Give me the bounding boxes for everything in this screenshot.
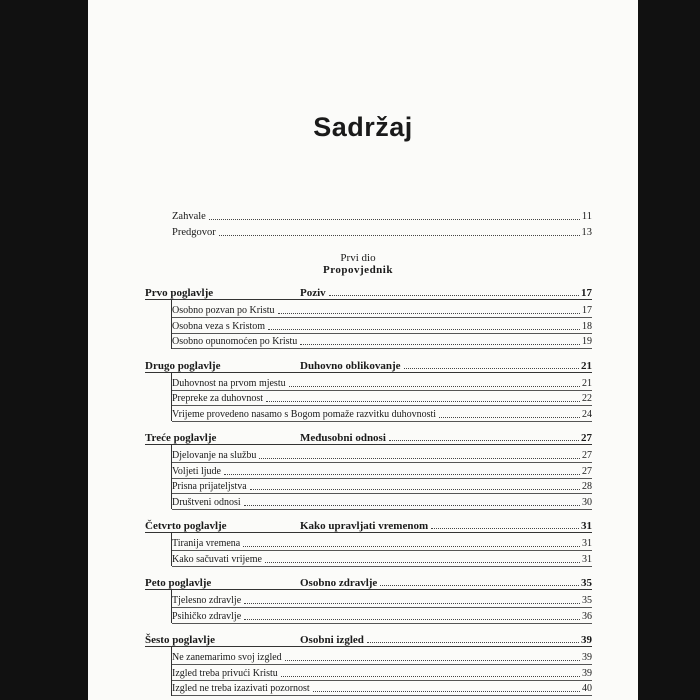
section-bracket-line: [171, 647, 172, 696]
chapter-topic-line: [300, 520, 592, 532]
dot-leader: [404, 367, 579, 369]
front-matter-entry: [172, 208, 592, 223]
page-title: Sadržaj: [313, 112, 413, 142]
dot-leader: [244, 602, 580, 604]
chapter-page-number: 21: [581, 359, 592, 372]
section-bracket-line: [171, 445, 172, 509]
section-entry: [172, 333, 592, 349]
dot-leader: [281, 675, 580, 677]
dot-leader: [329, 294, 579, 296]
dot-leader: [266, 400, 580, 402]
part-label: Prvi dio: [340, 252, 376, 264]
chapter-divider: [145, 372, 592, 373]
entry-label: Prisna prijateljstva: [172, 481, 247, 492]
entry-label: Duhovnost na prvom mjestu: [172, 377, 286, 389]
dot-leader: [244, 618, 580, 620]
chapter-page-number: 35: [581, 577, 592, 589]
section-entry: [172, 535, 592, 551]
section-entry: [172, 649, 592, 665]
chapter-name: Drugo poglavlje: [145, 359, 221, 372]
dot-leader: [265, 561, 580, 563]
section-entry: [172, 592, 592, 608]
part-heading: [298, 252, 418, 276]
chapter-name: Treće poglavlje: [145, 432, 217, 444]
dot-leader: [209, 218, 580, 220]
section-entry: [172, 447, 592, 463]
dot-leader: [389, 439, 579, 441]
dot-leader: [259, 457, 580, 459]
entry-page-number: 36: [582, 610, 592, 622]
dot-leader: [431, 527, 579, 529]
entry-page-number: 31: [582, 538, 592, 549]
dot-leader: [300, 343, 580, 345]
section-entry: [172, 478, 592, 494]
entry-label: Osobna veza s Kristom: [172, 320, 266, 332]
section-entry: [172, 608, 592, 624]
chapter-topic-line: [300, 432, 592, 444]
entry-label: Kako sačuvati vrijeme: [172, 553, 262, 565]
section-bracket-line: [171, 533, 172, 566]
chapter-entry: [145, 572, 592, 589]
entry-label: Voljeti ljude: [172, 465, 221, 477]
dot-leader: [285, 659, 580, 661]
dot-leader: [244, 504, 580, 506]
entry-label: Izgled ne treba izazivati pozornost: [172, 683, 310, 694]
chapter-page-number: 39: [581, 634, 592, 646]
entry-page-number: 28: [582, 481, 592, 492]
chapter-page-number: 31: [581, 520, 592, 532]
section-entry: [172, 318, 592, 334]
section-entry: [172, 680, 592, 696]
entry-label: Osobno opunomoćen po Kristu: [172, 336, 298, 347]
dot-leader: [278, 312, 581, 314]
chapter-topic: Međusobni odnosi: [300, 432, 386, 444]
chapter-name: Četvrto poglavlje: [145, 520, 227, 532]
entry-label: Društveni odnosi: [172, 496, 241, 508]
book-page: [88, 0, 638, 700]
chapter-topic: Osobno zdravlje: [300, 577, 378, 589]
entry-page-number: 24: [582, 408, 592, 420]
chapter-entry: [145, 515, 592, 532]
section-entry: [172, 494, 592, 510]
entry-page-number: 27: [582, 465, 592, 477]
section-entry: [172, 302, 592, 318]
entry-page-number: 39: [582, 652, 592, 663]
section-entry: [172, 390, 592, 406]
entry-page-number: 27: [582, 450, 592, 461]
entry-label: Izgled treba privući Kristu: [172, 667, 278, 679]
entry-page-number: 35: [582, 595, 592, 606]
section-entry: [172, 463, 592, 479]
chapter-entry: [145, 355, 592, 372]
dot-leader: [367, 641, 579, 643]
entry-page-number: 21: [582, 377, 592, 389]
dot-leader: [289, 385, 580, 387]
front-matter-entry: [172, 224, 592, 239]
dot-leader: [439, 416, 580, 418]
dot-leader: [380, 584, 579, 586]
part-title: Propovjednik: [323, 264, 393, 276]
section-entry: [172, 665, 592, 681]
entry-label: Psihičko zdravlje: [172, 610, 242, 622]
entry-page-number: 13: [581, 227, 592, 238]
chapter-topic: Osobni izgled: [300, 634, 364, 646]
section-entry: [172, 375, 592, 391]
entry-page-number: 11: [581, 211, 592, 222]
chapter-divider: [145, 589, 592, 590]
dot-leader: [268, 328, 580, 330]
dot-leader: [219, 234, 580, 236]
chapter-name: Šesto poglavlje: [145, 634, 215, 646]
chapter-topic: Poziv: [300, 287, 326, 299]
chapter-topic: Duhovno oblikovanje: [300, 359, 401, 372]
entry-label: Ne zanemarimo svoj izgled: [172, 652, 282, 663]
dot-leader: [313, 690, 580, 692]
entry-page-number: 17: [582, 305, 592, 316]
entry-label: Djelovanje na službu: [172, 450, 257, 461]
section-bracket-line: [171, 300, 172, 349]
section-bracket-line: [171, 590, 172, 623]
section-entry: [172, 551, 592, 567]
entry-label: Prepreke za duhovnost: [172, 393, 264, 404]
entry-label: Osobno pozvan po Kristu: [172, 305, 275, 316]
entry-page-number: 40: [582, 683, 592, 694]
entry-page-number: 22: [582, 393, 592, 404]
entry-label: Predgovor: [172, 227, 216, 238]
entry-label: Tiranija vremena: [172, 538, 241, 549]
entry-page-number: 19: [582, 336, 592, 347]
entry-page-number: 30: [582, 496, 592, 508]
dot-leader: [243, 545, 580, 547]
chapter-entry: [145, 282, 592, 299]
chapter-topic-line: [300, 287, 592, 299]
dot-leader: [250, 488, 580, 490]
chapter-page-number: 27: [581, 432, 592, 444]
entry-page-number: 18: [582, 320, 592, 332]
chapter-topic-line: [300, 360, 592, 372]
chapter-divider: [145, 444, 592, 445]
section-entry: [172, 406, 592, 422]
section-bracket-line: [171, 373, 172, 422]
chapter-divider: [145, 532, 592, 533]
chapter-page-number: 17: [581, 287, 592, 299]
chapter-divider: [145, 646, 592, 647]
entry-label: Vrijeme provedeno nasamo s Bogom pomaže razvitku duhovnosti: [172, 408, 437, 420]
entry-page-number: 39: [582, 667, 592, 679]
chapter-divider: [145, 299, 592, 300]
chapter-entry: [145, 629, 592, 646]
chapter-name: Prvo poglavlje: [145, 287, 214, 299]
chapter-entry: [145, 427, 592, 444]
entry-label: Tjelesno zdravlje: [172, 595, 242, 606]
dot-leader: [224, 473, 580, 475]
entry-page-number: 31: [582, 553, 592, 565]
chapter-name: Peto poglavlje: [145, 577, 212, 589]
entry-label: Zahvale: [172, 211, 206, 222]
chapter-topic-line: [300, 634, 592, 646]
chapter-topic-line: [300, 577, 592, 589]
chapter-topic: Kako upravljati vremenom: [300, 520, 429, 532]
